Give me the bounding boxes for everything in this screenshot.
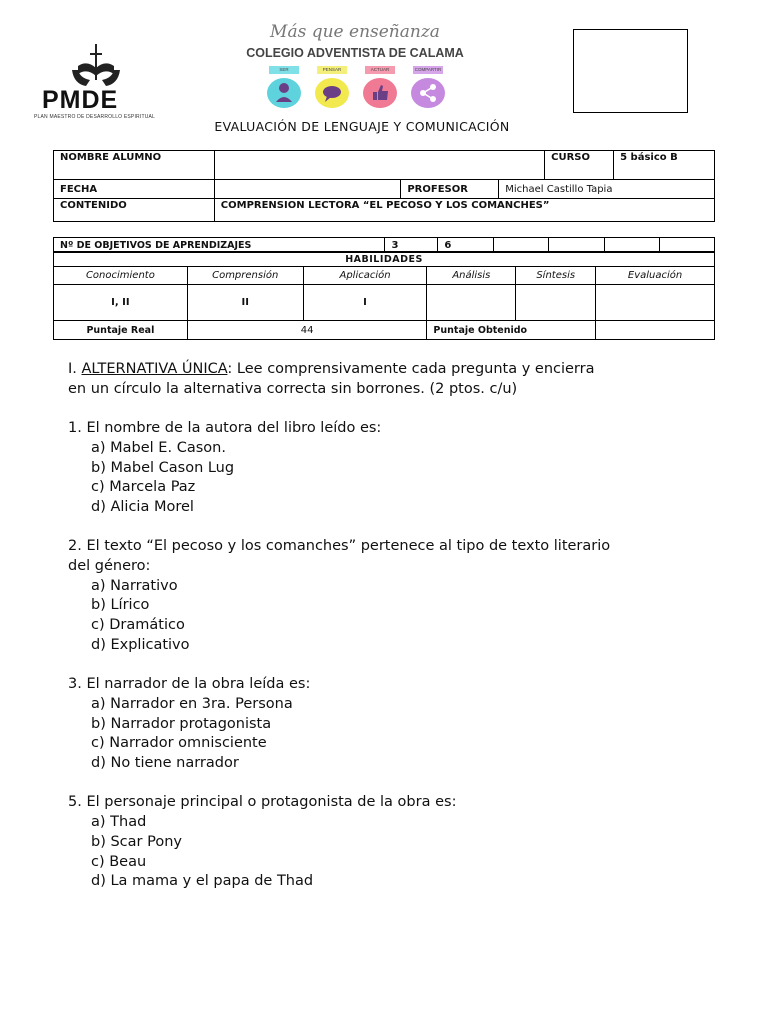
fecha-label: FECHA bbox=[54, 180, 215, 199]
option[interactable]: c) Dramático bbox=[91, 617, 185, 634]
option[interactable]: c) Marcela Paz bbox=[91, 479, 196, 496]
section-title: ALTERNATIVA ÚNICA bbox=[81, 361, 228, 377]
fecha-field[interactable] bbox=[214, 180, 401, 199]
option[interactable]: b) Narrador protagonista bbox=[91, 715, 272, 732]
speech-bubble-icon bbox=[315, 78, 349, 108]
skill-value bbox=[427, 285, 516, 321]
nombre-label: NOMBRE ALUMNO bbox=[54, 151, 215, 180]
pmde-logo bbox=[34, 40, 158, 122]
option[interactable]: a) Thad bbox=[91, 814, 147, 831]
question-text: 1. El nombre de la autora del libro leído es: bbox=[68, 420, 382, 437]
pmde-subtitle: PLAN MAESTRO DE DESARROLLO ESPIRITUAL bbox=[34, 114, 156, 120]
option[interactable]: d) La mama y el papa de Thad bbox=[91, 873, 314, 890]
option[interactable]: d) Explicativo bbox=[91, 636, 190, 653]
value-label-ser: SER bbox=[269, 66, 299, 74]
photo-box bbox=[573, 29, 688, 113]
skill-value bbox=[516, 285, 596, 321]
puntaje-real-label: Puntaje Real bbox=[54, 321, 188, 340]
habilidades-heading: HABILIDADES bbox=[54, 252, 715, 267]
option[interactable]: c) Narrador omnisciente bbox=[91, 735, 267, 752]
option[interactable]: a) Narrador en 3ra. Persona bbox=[91, 695, 293, 712]
objectives-label: Nº DE OBJETIVOS DE APRENDIZAJES bbox=[54, 238, 385, 253]
curso-value: 5 básico B bbox=[614, 151, 715, 180]
option[interactable]: b) Scar Pony bbox=[91, 833, 182, 850]
question bbox=[68, 675, 708, 774]
skill-value: I bbox=[303, 285, 427, 321]
open-book-hands-icon bbox=[70, 40, 122, 90]
school-banner bbox=[232, 22, 478, 114]
question bbox=[68, 537, 708, 655]
skills-grid bbox=[53, 251, 715, 340]
value-label-pensar: PENSAR bbox=[317, 66, 347, 74]
section-instructions bbox=[68, 360, 708, 380]
thumbs-up-icon bbox=[363, 78, 397, 108]
exam-title: EVALUACIÓN DE LENGUAJE Y COMUNICACIÓN bbox=[214, 119, 510, 134]
objective-value: 6 bbox=[438, 238, 494, 253]
option[interactable]: b) Lírico bbox=[91, 597, 150, 614]
skill-header: Síntesis bbox=[516, 267, 596, 285]
skill-header: Comprensión bbox=[187, 267, 303, 285]
skill-value bbox=[596, 285, 715, 321]
contenido-value: COMPRENSION LECTORA “EL PECOSO Y LOS COMANCHES” bbox=[214, 199, 714, 222]
value-label-actuar: ACTUAR bbox=[365, 66, 395, 74]
instructions-line-2: en un círculo la alternativa correcta sin borrones. (2 ptos. c/u) bbox=[68, 380, 518, 397]
question-text: 3. El narrador de la obra leída es: bbox=[68, 676, 311, 693]
curso-label: CURSO bbox=[545, 151, 614, 180]
objective-value: 3 bbox=[385, 238, 438, 253]
question-text: 5. El personaje principal o protagonista de la obra es: bbox=[68, 794, 457, 811]
question bbox=[68, 793, 708, 892]
skill-value: I, II bbox=[54, 285, 188, 321]
puntaje-real-value: 44 bbox=[187, 321, 427, 340]
option[interactable]: a) Narrativo bbox=[91, 577, 178, 594]
puntaje-obtenido-label: Puntaje Obtenido bbox=[427, 321, 596, 340]
school-tagline: Más que enseñanza bbox=[270, 22, 440, 42]
question bbox=[68, 419, 708, 518]
profesor-label: PROFESOR bbox=[401, 180, 499, 199]
option[interactable]: b) Mabel Cason Lug bbox=[91, 459, 235, 476]
profesor-value: Michael Castillo Tapia bbox=[499, 180, 715, 199]
option[interactable]: c) Beau bbox=[91, 853, 147, 870]
school-name: COLEGIO ADVENTISTA DE CALAMA bbox=[246, 46, 464, 60]
questions-section bbox=[68, 360, 708, 892]
contenido-label: CONTENIDO bbox=[54, 199, 215, 222]
option[interactable]: d) Alicia Morel bbox=[91, 498, 194, 515]
question-text: 2. El texto “El pecoso y los comanches” pertenece al tipo de texto literario bbox=[68, 538, 611, 555]
skill-header: Evaluación bbox=[596, 267, 715, 285]
student-info-table bbox=[53, 150, 715, 222]
skill-value: II bbox=[187, 285, 303, 321]
question-text: del género: bbox=[68, 558, 151, 574]
section-number: I. bbox=[68, 361, 77, 377]
puntaje-obtenido-field[interactable] bbox=[596, 321, 715, 340]
pmde-title: PMDE bbox=[42, 86, 119, 114]
skill-header: Aplicación bbox=[303, 267, 427, 285]
skill-header: Análisis bbox=[427, 267, 516, 285]
option[interactable]: a) Mabel E. Cason. bbox=[91, 439, 226, 456]
skill-header: Conocimiento bbox=[54, 267, 188, 285]
value-label-compartir: COMPARTIR bbox=[414, 67, 442, 72]
share-icon bbox=[411, 78, 445, 108]
person-icon bbox=[267, 78, 301, 108]
instructions-line-1: : Lee comprensivamente cada pregunta y encierra bbox=[227, 361, 595, 377]
nombre-field[interactable] bbox=[214, 151, 544, 180]
option[interactable]: d) No tiene narrador bbox=[91, 755, 239, 772]
